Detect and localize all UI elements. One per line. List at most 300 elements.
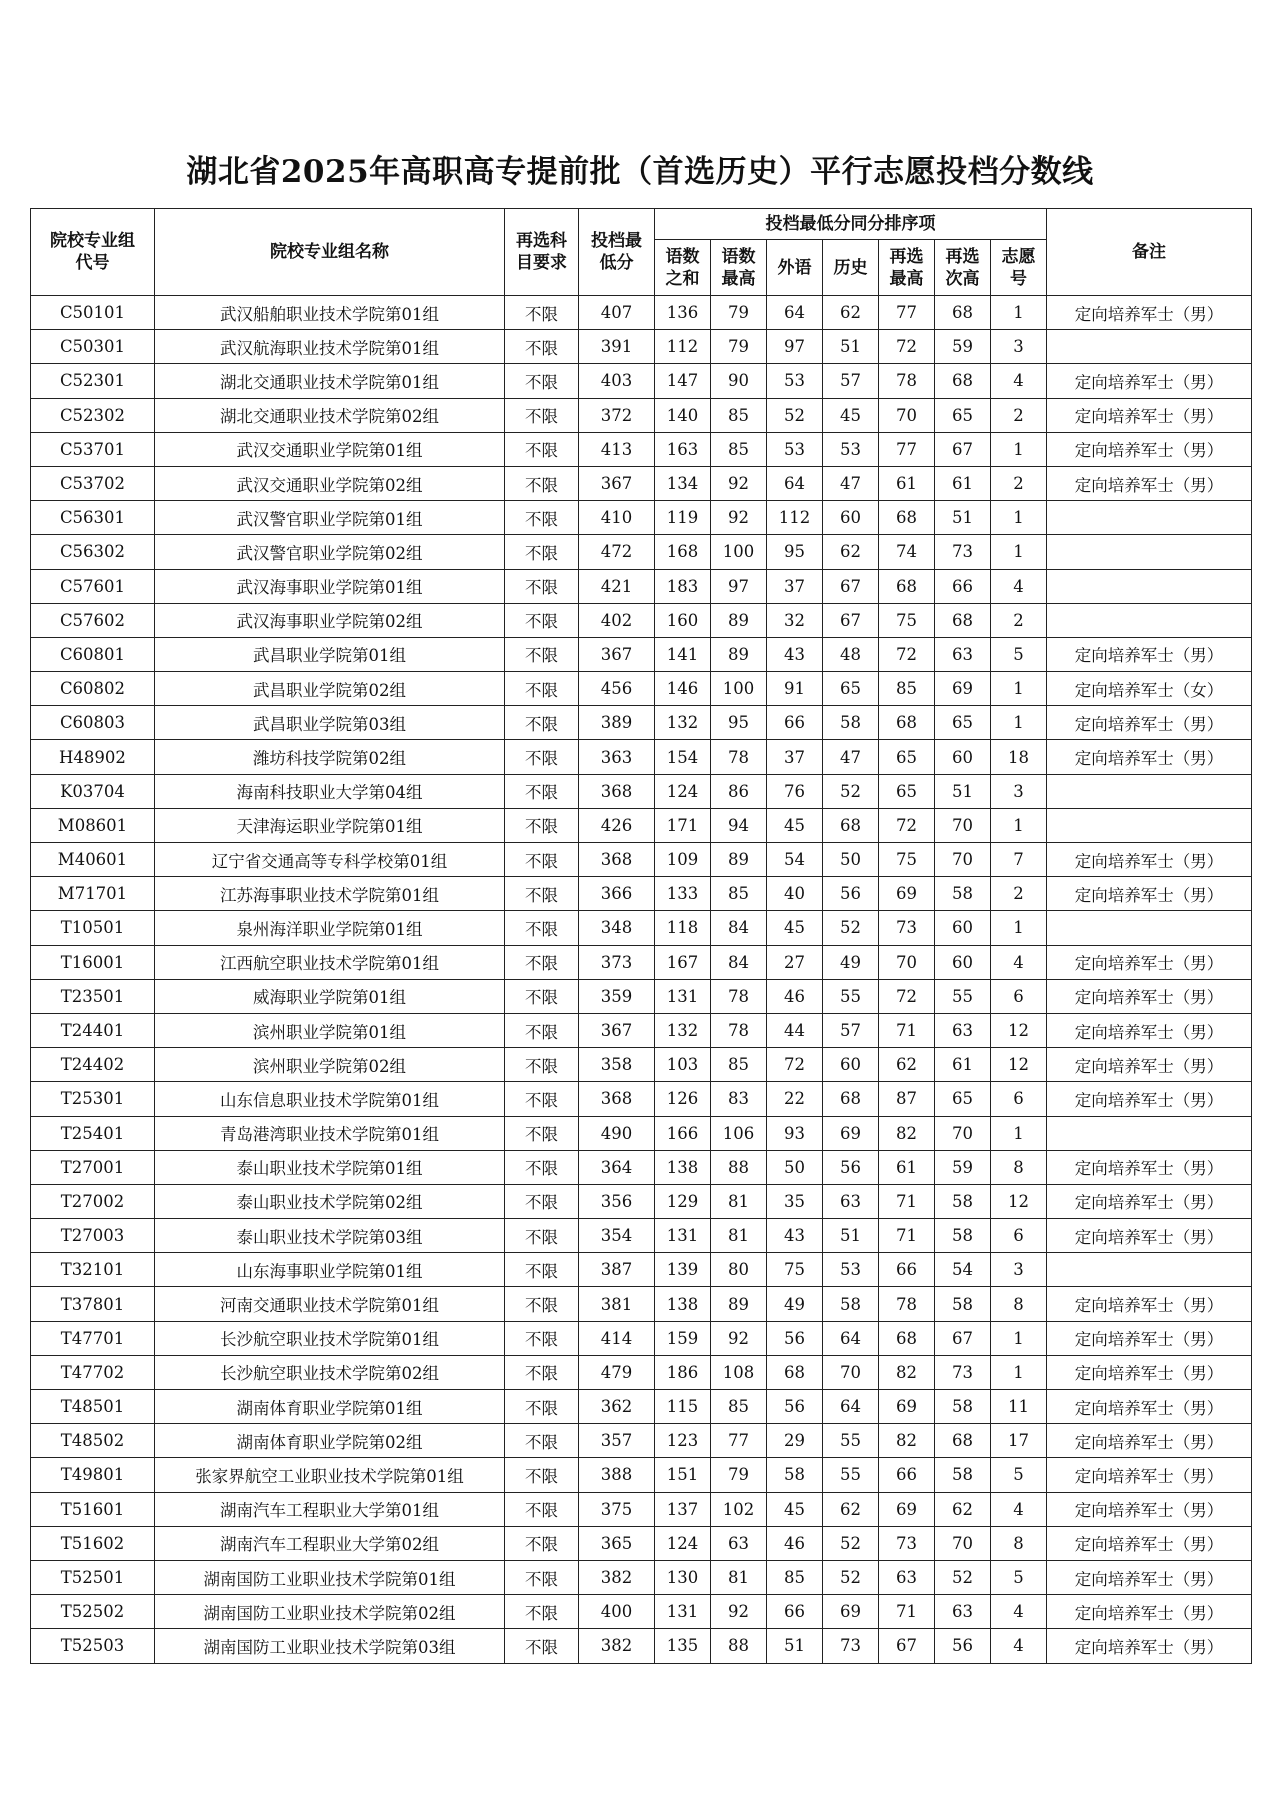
cell-group-name: 武汉交通职业学院第02组	[155, 466, 505, 500]
cell-code: T32101	[31, 1253, 155, 1287]
cell-requirement: 不限	[505, 1321, 579, 1355]
cell-chinese-math-sum: 154	[655, 740, 711, 774]
cell-chinese-math-max: 85	[711, 398, 767, 432]
cell-elective-second: 55	[935, 979, 991, 1013]
cell-elective-max: 78	[879, 1287, 935, 1321]
cell-code: C60803	[31, 706, 155, 740]
cell-chinese-math-sum: 130	[655, 1560, 711, 1594]
cell-elective-max: 69	[879, 877, 935, 911]
cell-chinese-math-max: 88	[711, 1150, 767, 1184]
cell-preference-number: 1	[991, 1116, 1047, 1150]
cell-note: 定向培养军士（男）	[1047, 1219, 1252, 1253]
cell-min-score: 358	[579, 1048, 655, 1082]
table-row	[31, 603, 1252, 637]
cell-min-score: 365	[579, 1526, 655, 1560]
header-score-line1: 投档最	[591, 231, 642, 251]
cell-requirement: 不限	[505, 911, 579, 945]
cell-note: 定向培养军士（男）	[1047, 1013, 1252, 1047]
cell-elective-max: 75	[879, 603, 935, 637]
cell-preference-number: 4	[991, 1492, 1047, 1526]
table-row	[31, 808, 1252, 842]
cell-foreign-language: 56	[767, 1390, 823, 1424]
header-chinese-math-sum	[655, 240, 711, 296]
header-history-line1: 历史	[833, 257, 868, 278]
cell-group-name: 泰山职业技术学院第01组	[155, 1150, 505, 1184]
cell-elective-max: 87	[879, 1082, 935, 1116]
cell-foreign-language: 37	[767, 569, 823, 603]
cell-group-name: 武昌职业学院第01组	[155, 637, 505, 671]
cell-chinese-math-sum: 147	[655, 364, 711, 398]
cell-requirement: 不限	[505, 1116, 579, 1150]
cell-code: T52503	[31, 1629, 155, 1663]
cell-group-name: 湖北交通职业技术学院第02组	[155, 398, 505, 432]
cell-requirement: 不限	[505, 637, 579, 671]
cell-code: T49801	[31, 1458, 155, 1492]
cell-requirement: 不限	[505, 1048, 579, 1082]
cell-code: T10501	[31, 911, 155, 945]
cell-chinese-math-sum: 186	[655, 1355, 711, 1389]
cell-note: 定向培养军士（男）	[1047, 1355, 1252, 1389]
cell-min-score: 359	[579, 979, 655, 1013]
cell-code: T51601	[31, 1492, 155, 1526]
cell-code: M08601	[31, 808, 155, 842]
table-row	[31, 1492, 1252, 1526]
cell-history: 63	[823, 1184, 879, 1218]
header-elective-second-line2: 次高	[945, 268, 980, 289]
cell-note: 定向培养军士（男）	[1047, 398, 1252, 432]
cell-code: T16001	[31, 945, 155, 979]
cell-note	[1047, 330, 1252, 364]
cell-foreign-language: 45	[767, 808, 823, 842]
cell-chinese-math-sum: 139	[655, 1253, 711, 1287]
cell-code: C53702	[31, 466, 155, 500]
cell-chinese-math-sum: 132	[655, 706, 711, 740]
table-row	[31, 1253, 1252, 1287]
cell-requirement: 不限	[505, 535, 579, 569]
cell-requirement: 不限	[505, 979, 579, 1013]
cell-elective-second: 58	[935, 877, 991, 911]
cell-min-score: 479	[579, 1355, 655, 1389]
cell-note: 定向培养军士（男）	[1047, 979, 1252, 1013]
cell-history: 55	[823, 1424, 879, 1458]
cell-chinese-math-max: 79	[711, 1458, 767, 1492]
cell-group-name: 武汉船舶职业技术学院第01组	[155, 296, 505, 330]
cell-chinese-math-max: 97	[711, 569, 767, 603]
cell-note: 定向培养军士（男）	[1047, 432, 1252, 466]
cell-foreign-language: 76	[767, 774, 823, 808]
cell-min-score: 367	[579, 637, 655, 671]
cell-preference-number: 4	[991, 1629, 1047, 1663]
cell-min-score: 382	[579, 1629, 655, 1663]
cell-chinese-math-max: 92	[711, 1321, 767, 1355]
cell-min-score: 368	[579, 1082, 655, 1116]
cell-code: T23501	[31, 979, 155, 1013]
table-row	[31, 774, 1252, 808]
cell-elective-max: 77	[879, 432, 935, 466]
cell-code: C56302	[31, 535, 155, 569]
header-requirement	[505, 209, 579, 296]
cell-min-score: 382	[579, 1560, 655, 1594]
cell-code: T51602	[31, 1526, 155, 1560]
cell-elective-second: 70	[935, 1526, 991, 1560]
cell-chinese-math-sum: 131	[655, 979, 711, 1013]
cell-elective-max: 69	[879, 1492, 935, 1526]
header-code-line2: 代号	[75, 253, 110, 273]
table-row	[31, 1013, 1252, 1047]
cell-elective-max: 73	[879, 911, 935, 945]
table-row	[31, 979, 1252, 1013]
cell-group-name: 泉州海洋职业学院第01组	[155, 911, 505, 945]
cell-chinese-math-max: 79	[711, 330, 767, 364]
cell-chinese-math-max: 100	[711, 535, 767, 569]
cell-foreign-language: 52	[767, 398, 823, 432]
cell-code: T52502	[31, 1595, 155, 1629]
cell-foreign-language: 45	[767, 1492, 823, 1526]
cell-history: 47	[823, 740, 879, 774]
cell-code: H48902	[31, 740, 155, 774]
table-row	[31, 364, 1252, 398]
cell-preference-number: 2	[991, 877, 1047, 911]
cell-note	[1047, 603, 1252, 637]
cell-preference-number: 2	[991, 603, 1047, 637]
table-row	[31, 637, 1252, 671]
cell-note: 定向培养军士（女）	[1047, 672, 1252, 706]
cell-note: 定向培养军士（男）	[1047, 843, 1252, 877]
cell-requirement: 不限	[505, 1184, 579, 1218]
cell-elective-second: 68	[935, 1424, 991, 1458]
cell-preference-number: 5	[991, 1560, 1047, 1594]
cell-chinese-math-max: 78	[711, 979, 767, 1013]
cell-code: M40601	[31, 843, 155, 877]
cell-elective-second: 60	[935, 740, 991, 774]
cell-note: 定向培养军士（男）	[1047, 637, 1252, 671]
cell-group-name: 湖南国防工业职业技术学院第01组	[155, 1560, 505, 1594]
cell-chinese-math-sum: 123	[655, 1424, 711, 1458]
cell-requirement: 不限	[505, 1492, 579, 1526]
table-row	[31, 1629, 1252, 1663]
header-name: 院校专业组名称	[155, 209, 505, 296]
cell-elective-second: 51	[935, 774, 991, 808]
cell-elective-max: 68	[879, 1321, 935, 1355]
cell-note	[1047, 1253, 1252, 1287]
cell-code: T48501	[31, 1390, 155, 1424]
cell-preference-number: 6	[991, 1082, 1047, 1116]
cell-chinese-math-sum: 183	[655, 569, 711, 603]
cell-note: 定向培养军士（男）	[1047, 740, 1252, 774]
cell-note	[1047, 569, 1252, 603]
cell-code: T27002	[31, 1184, 155, 1218]
cell-foreign-language: 49	[767, 1287, 823, 1321]
table-row	[31, 706, 1252, 740]
cell-foreign-language: 91	[767, 672, 823, 706]
cell-note: 定向培养军士（男）	[1047, 1184, 1252, 1218]
cell-note: 定向培养军士（男）	[1047, 945, 1252, 979]
cell-chinese-math-max: 81	[711, 1560, 767, 1594]
cell-foreign-language: 45	[767, 911, 823, 945]
header-min-score	[579, 209, 655, 296]
cell-group-name: 武汉警官职业学院第02组	[155, 535, 505, 569]
cell-group-name: 泰山职业技术学院第02组	[155, 1184, 505, 1218]
cell-history: 45	[823, 398, 879, 432]
cell-code: K03704	[31, 774, 155, 808]
cell-preference-number: 5	[991, 637, 1047, 671]
cell-chinese-math-max: 78	[711, 740, 767, 774]
cell-group-name: 湖北交通职业技术学院第01组	[155, 364, 505, 398]
cell-history: 62	[823, 1492, 879, 1526]
cell-preference-number: 1	[991, 911, 1047, 945]
cell-foreign-language: 22	[767, 1082, 823, 1116]
cell-history: 52	[823, 1526, 879, 1560]
cell-elective-max: 67	[879, 1629, 935, 1663]
cell-min-score: 413	[579, 432, 655, 466]
table-row	[31, 569, 1252, 603]
cell-foreign-language: 72	[767, 1048, 823, 1082]
cell-group-name: 湖南国防工业职业技术学院第02组	[155, 1595, 505, 1629]
table-row	[31, 1424, 1252, 1458]
header-chinese-math-max-line2: 最高	[721, 268, 756, 289]
cell-preference-number: 1	[991, 432, 1047, 466]
cell-chinese-math-max: 92	[711, 466, 767, 500]
cell-preference-number: 4	[991, 1595, 1047, 1629]
table-row	[31, 740, 1252, 774]
page-title: 湖北省2025年高职高专提前批（首选历史）平行志愿投档分数线	[186, 154, 1094, 190]
cell-group-name: 辽宁省交通高等专科学校第01组	[155, 843, 505, 877]
cell-preference-number: 12	[991, 1048, 1047, 1082]
table-row	[31, 501, 1252, 535]
table-row	[31, 945, 1252, 979]
cell-chinese-math-max: 85	[711, 1048, 767, 1082]
cell-min-score: 407	[579, 296, 655, 330]
cell-history: 51	[823, 330, 879, 364]
table-row	[31, 1150, 1252, 1184]
cell-min-score: 400	[579, 1595, 655, 1629]
cell-min-score: 388	[579, 1458, 655, 1492]
cell-history: 64	[823, 1390, 879, 1424]
cell-group-name: 泰山职业技术学院第03组	[155, 1219, 505, 1253]
cell-elective-max: 66	[879, 1253, 935, 1287]
cell-elective-second: 61	[935, 1048, 991, 1082]
cell-foreign-language: 40	[767, 877, 823, 911]
cell-min-score: 367	[579, 1013, 655, 1047]
cell-requirement: 不限	[505, 1253, 579, 1287]
table-row	[31, 911, 1252, 945]
cell-note: 定向培养军士（男）	[1047, 364, 1252, 398]
header-foreign-language	[767, 240, 823, 296]
table-row	[31, 1321, 1252, 1355]
cell-requirement: 不限	[505, 945, 579, 979]
header-note: 备注	[1047, 209, 1252, 296]
cell-chinese-math-sum: 135	[655, 1629, 711, 1663]
cell-elective-max: 61	[879, 1150, 935, 1184]
cell-min-score: 490	[579, 1116, 655, 1150]
cell-note: 定向培养军士（男）	[1047, 466, 1252, 500]
cell-elective-max: 68	[879, 706, 935, 740]
cell-code: M71701	[31, 877, 155, 911]
table-row	[31, 1048, 1252, 1082]
cell-note: 定向培养军士（男）	[1047, 1082, 1252, 1116]
cell-requirement: 不限	[505, 1458, 579, 1492]
cell-chinese-math-sum: 141	[655, 637, 711, 671]
cell-note: 定向培养军士（男）	[1047, 1321, 1252, 1355]
cell-foreign-language: 29	[767, 1424, 823, 1458]
cell-foreign-language: 58	[767, 1458, 823, 1492]
cell-elective-second: 65	[935, 706, 991, 740]
cell-chinese-math-sum: 118	[655, 911, 711, 945]
cell-code: T52501	[31, 1560, 155, 1594]
cell-elective-max: 71	[879, 1184, 935, 1218]
cell-min-score: 354	[579, 1219, 655, 1253]
cell-note: 定向培养军士（男）	[1047, 1150, 1252, 1184]
cell-chinese-math-sum: 171	[655, 808, 711, 842]
cell-history: 52	[823, 911, 879, 945]
cell-history: 58	[823, 1287, 879, 1321]
cell-chinese-math-max: 86	[711, 774, 767, 808]
cell-elective-max: 71	[879, 1013, 935, 1047]
cell-preference-number: 4	[991, 569, 1047, 603]
table-row	[31, 1219, 1252, 1253]
cell-chinese-math-max: 81	[711, 1184, 767, 1218]
cell-group-name: 武汉交通职业学院第01组	[155, 432, 505, 466]
header-history	[823, 240, 879, 296]
cell-requirement: 不限	[505, 1150, 579, 1184]
table-row	[31, 432, 1252, 466]
cell-elective-second: 63	[935, 1595, 991, 1629]
header-req-line1: 再选科	[516, 231, 567, 251]
table-row	[31, 672, 1252, 706]
table-row	[31, 330, 1252, 364]
cell-requirement: 不限	[505, 1390, 579, 1424]
cell-note	[1047, 911, 1252, 945]
cell-history: 73	[823, 1629, 879, 1663]
cell-code: T47701	[31, 1321, 155, 1355]
cell-chinese-math-max: 94	[711, 808, 767, 842]
cell-code: T48502	[31, 1424, 155, 1458]
cell-history: 47	[823, 466, 879, 500]
cell-min-score: 414	[579, 1321, 655, 1355]
cell-chinese-math-max: 95	[711, 706, 767, 740]
cell-requirement: 不限	[505, 1424, 579, 1458]
cell-elective-second: 58	[935, 1184, 991, 1218]
cell-elective-max: 70	[879, 945, 935, 979]
cell-history: 69	[823, 1595, 879, 1629]
cell-requirement: 不限	[505, 1013, 579, 1047]
cell-history: 68	[823, 808, 879, 842]
cell-note: 定向培养军士（男）	[1047, 1287, 1252, 1321]
cell-foreign-language: 85	[767, 1560, 823, 1594]
cell-note	[1047, 535, 1252, 569]
cell-group-name: 武汉航海职业技术学院第01组	[155, 330, 505, 364]
cell-preference-number: 1	[991, 706, 1047, 740]
cell-requirement: 不限	[505, 1526, 579, 1560]
cell-preference-number: 1	[991, 1321, 1047, 1355]
cell-chinese-math-max: 84	[711, 911, 767, 945]
cell-min-score: 363	[579, 740, 655, 774]
header-chinese-math-max	[711, 240, 767, 296]
cell-chinese-math-max: 89	[711, 603, 767, 637]
cell-chinese-math-sum: 160	[655, 603, 711, 637]
header-chinese-math-sum-line1: 语数	[665, 246, 700, 267]
cell-foreign-language: 64	[767, 466, 823, 500]
cell-history: 53	[823, 432, 879, 466]
cell-elective-max: 62	[879, 1048, 935, 1082]
cell-chinese-math-sum: 115	[655, 1390, 711, 1424]
cell-group-name: 青岛港湾职业技术学院第01组	[155, 1116, 505, 1150]
cell-chinese-math-sum: 129	[655, 1184, 711, 1218]
cell-chinese-math-sum: 138	[655, 1150, 711, 1184]
table-row	[31, 1560, 1252, 1594]
header-elective-max-line1: 再选	[889, 246, 924, 267]
cell-code: C52301	[31, 364, 155, 398]
cell-elective-second: 68	[935, 603, 991, 637]
cell-preference-number: 8	[991, 1526, 1047, 1560]
cell-history: 60	[823, 1048, 879, 1082]
header-elective-max	[879, 240, 935, 296]
cell-requirement: 不限	[505, 843, 579, 877]
cell-elective-max: 65	[879, 774, 935, 808]
cell-group-name: 河南交通职业技术学院第01组	[155, 1287, 505, 1321]
cell-code: T27003	[31, 1219, 155, 1253]
cell-group-name: 湖南体育职业学院第02组	[155, 1424, 505, 1458]
cell-elective-max: 71	[879, 1595, 935, 1629]
cell-history: 56	[823, 1150, 879, 1184]
cell-elective-max: 82	[879, 1116, 935, 1150]
cell-preference-number: 2	[991, 466, 1047, 500]
cell-chinese-math-max: 81	[711, 1219, 767, 1253]
cell-elective-max: 68	[879, 501, 935, 535]
cell-elective-max: 72	[879, 330, 935, 364]
cell-group-name: 滨州职业学院第02组	[155, 1048, 505, 1082]
cell-elective-second: 58	[935, 1219, 991, 1253]
cell-foreign-language: 35	[767, 1184, 823, 1218]
cell-chinese-math-max: 80	[711, 1253, 767, 1287]
cell-code: C57601	[31, 569, 155, 603]
cell-elective-max: 73	[879, 1526, 935, 1560]
cell-chinese-math-sum: 126	[655, 1082, 711, 1116]
cell-history: 64	[823, 1321, 879, 1355]
cell-chinese-math-sum: 167	[655, 945, 711, 979]
cell-chinese-math-sum: 124	[655, 774, 711, 808]
cell-preference-number: 12	[991, 1013, 1047, 1047]
cell-preference-number: 1	[991, 501, 1047, 535]
cell-group-name: 武汉警官职业学院第01组	[155, 501, 505, 535]
cell-chinese-math-max: 84	[711, 945, 767, 979]
cell-group-name: 滨州职业学院第01组	[155, 1013, 505, 1047]
cell-history: 53	[823, 1253, 879, 1287]
cell-note: 定向培养军士（男）	[1047, 1492, 1252, 1526]
cell-requirement: 不限	[505, 1082, 579, 1116]
cell-code: C53701	[31, 432, 155, 466]
cell-foreign-language: 46	[767, 979, 823, 1013]
cell-elective-second: 70	[935, 1116, 991, 1150]
cell-note	[1047, 808, 1252, 842]
cell-foreign-language: 50	[767, 1150, 823, 1184]
cell-preference-number: 6	[991, 1219, 1047, 1253]
cell-elective-max: 78	[879, 364, 935, 398]
cell-history: 67	[823, 569, 879, 603]
cell-min-score: 403	[579, 364, 655, 398]
cell-requirement: 不限	[505, 706, 579, 740]
cell-chinese-math-max: 63	[711, 1526, 767, 1560]
cell-note: 定向培养军士（男）	[1047, 1458, 1252, 1492]
table-row	[31, 1526, 1252, 1560]
cell-preference-number: 7	[991, 843, 1047, 877]
cell-min-score: 364	[579, 1150, 655, 1184]
cell-requirement: 不限	[505, 501, 579, 535]
cell-chinese-math-max: 85	[711, 877, 767, 911]
cell-chinese-math-sum: 140	[655, 398, 711, 432]
cell-requirement: 不限	[505, 432, 579, 466]
cell-chinese-math-max: 106	[711, 1116, 767, 1150]
